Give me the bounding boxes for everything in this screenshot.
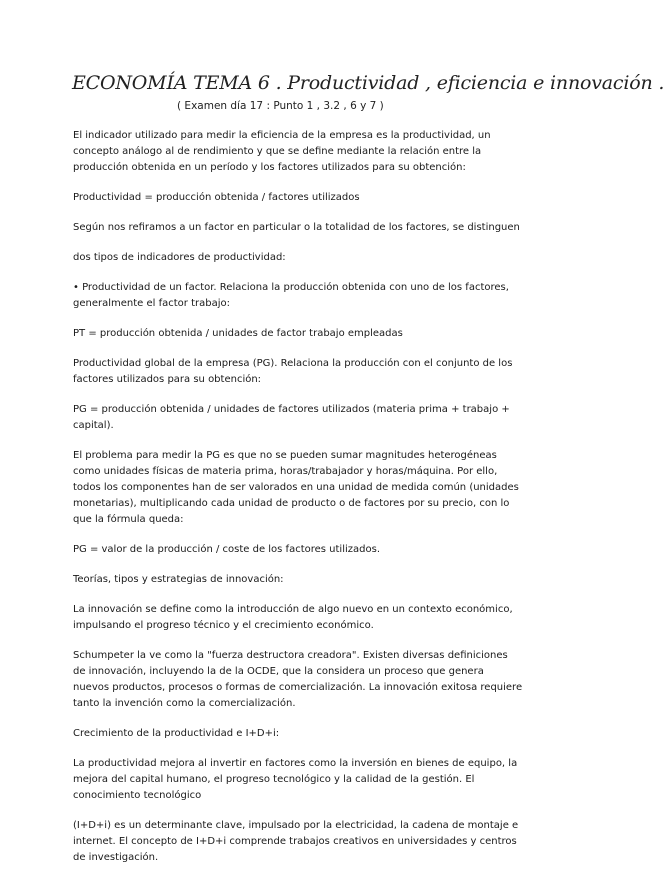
document-body <box>73 128 523 880</box>
page-subtitle: ( Examen día 17 : Punto 1 , 3.2 , 6 y 7 ) <box>177 100 384 112</box>
paragraph-pg: Productividad global de la empresa (PG). Relaciona la producción con el conjunto de los factores utilizados para su obtención: <box>73 358 513 385</box>
paragraph-innovation: La innovación se define como la introducción de algo nuevo en un contexto económico, impulsando el progreso técnico y el crecimiento económico. <box>73 604 513 631</box>
heading-innovation: Teorías, tipos y estrategias de innovación: <box>73 574 284 585</box>
list-item-factor: • Productividad de un factor. Relaciona la producción obtenida con uno de los factores, generalmente el factor trabajo: <box>73 282 509 309</box>
paragraph-growth: La productividad mejora al invertir en factores como la inversión en bienes de equipo, la mejora del capital humano, el progreso tecnológico y la calidad de la gestión. El conocimiento tecnológico <box>73 758 518 801</box>
paragraph-idi: (I+D+i) es un determinante clave, impulsado por la electricidad, la cadena de montaje e internet. El concepto de I+D+i comprende trabajos creativos en universidades y centros de investigación. <box>73 820 519 863</box>
page-title: ECONOMÍA TEMA 6 . Productividad , eficiencia e innovación . <box>72 72 664 94</box>
paragraph-schumpeter: Schumpeter la ve como la "fuerza destructora creadora". Existen diversas definiciones de innovación, incluyendo la de la OCDE, que la considera un proceso que genera nuevos productos, procesos o formas de comercialización. La innovación exitosa requiere tanto la invención como la comercialización. <box>73 650 523 709</box>
formula-pg-valor: PG = valor de la producción / coste de los factores utilizados. <box>73 544 380 555</box>
paragraph-distinction: Según nos refiramos a un factor en particular o la totalidad de los factores, se distinguen <box>73 222 520 233</box>
paragraph-types: dos tipos de indicadores de productividad: <box>73 252 286 263</box>
paragraph-problem: El problema para medir la PG es que no se pueden sumar magnitudes heterogéneas como unidades físicas de materia prima, horas/trabajador y horas/máquina. Por ello, todos los componentes han de ser valorados en una unidad de medida común (unidades monetarias), multiplicando cada unidad de producto o de factores por su precio, con lo que la fórmula queda: <box>73 450 519 525</box>
formula-pg: PG = producción obtenida / unidades de factores utilizados (materia prima + trabajo + capital). <box>73 404 510 431</box>
paragraph-intro: El indicador utilizado para medir la eficiencia de la empresa es la productividad, un concepto análogo al de rendimiento y que se define mediante la relación entre la producción obtenida en un período y los factores utilizados para su obtención: <box>73 130 491 173</box>
formula-pt: PT = producción obtenida / unidades de factor trabajo empleadas <box>73 328 403 339</box>
formula-productividad: Productividad = producción obtenida / factores utilizados <box>73 192 360 203</box>
heading-growth: Crecimiento de la productividad e I+D+i: <box>73 728 280 739</box>
